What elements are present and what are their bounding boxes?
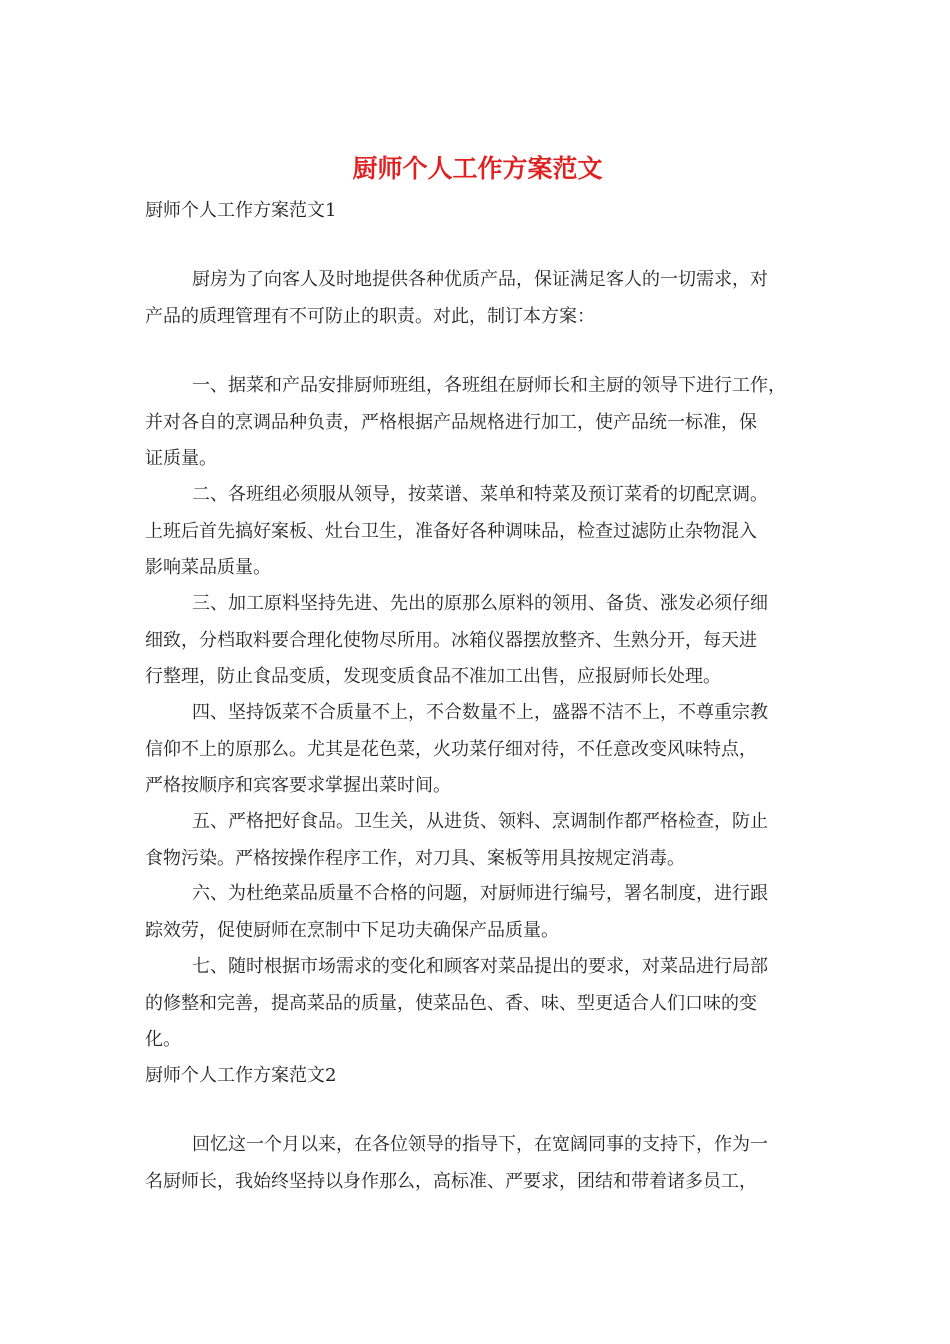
paragraph-item-4 xyxy=(145,695,810,805)
paragraph-line: 并对各自的烹调品种负责，严格根据产品规格进行加工，使产品统一标准，保 xyxy=(145,411,757,433)
paragraph-line: 食物污染。严格按操作程序工作，对刀具、案板等用具按规定消毒。 xyxy=(145,847,685,869)
paragraph-line: 厨房为了向客人及时地提供各种优质产品，保证满足客人的一切需求，对 xyxy=(192,269,768,290)
paragraph-section2-intro xyxy=(145,1127,810,1200)
paragraph-line: 证质量。 xyxy=(145,448,217,469)
paragraph-item-6 xyxy=(145,876,810,949)
section-heading-2: 厨师个人工作方案范文2 xyxy=(145,1065,337,1086)
paragraph-line: 的修整和完善，提高菜品的质量，使菜品色、香、味、型更适合人们口味的变 xyxy=(145,992,757,1014)
paragraph-line: 二、各班组必须服从领导，按菜谱、菜单和特菜及预订菜肴的切配烹调。 xyxy=(192,484,768,505)
document-title: 厨师个人工作方案范文 xyxy=(352,154,603,183)
paragraph-line: 上班后首先搞好案板、灶台卫生，准备好各种调味品，检查过滤防止杂物混入 xyxy=(145,520,757,542)
paragraph-line: 一、据菜和产品安排厨师班组，各班组在厨师长和主厨的领导下进行工作， xyxy=(192,375,786,396)
paragraph-item-1 xyxy=(145,368,810,478)
paragraph-line: 信仰不上的原那么。尤其是花色菜，火功菜仔细对待，不任意改变风味特点， xyxy=(145,738,757,760)
paragraph-line: 严格按顺序和宾客要求掌握出菜时间。 xyxy=(145,775,451,796)
paragraph-line: 产品的质理管理有不可防止的职责。对此，制订本方案： xyxy=(145,305,595,327)
paragraph-intro xyxy=(145,262,810,335)
section-heading-1: 厨师个人工作方案范文1 xyxy=(145,200,337,221)
paragraph-line: 踪效劳，促使厨师在烹制中下足功夫确保产品质量。 xyxy=(145,919,559,941)
paragraph-line: 化。 xyxy=(145,1029,181,1050)
paragraph-item-5 xyxy=(145,804,810,877)
paragraph-line: 回忆这一个月以来，在各位领导的指导下，在宽阔同事的支持下，作为一 xyxy=(192,1134,768,1155)
paragraph-line: 细致，分档取料要合理化使物尽所用。冰箱仪器摆放整齐、生熟分开，每天进 xyxy=(145,629,757,651)
paragraph-line: 行整理，防止食品变质，发现变质食品不准加工出售，应报厨师长处理。 xyxy=(145,666,721,687)
paragraph-item-3 xyxy=(145,586,810,696)
paragraph-line: 七、随时根据市场需求的变化和顾客对菜品提出的要求，对菜品进行局部 xyxy=(192,956,768,977)
paragraph-item-2 xyxy=(145,477,810,587)
paragraph-line: 三、加工原料坚持先进、先出的原那么原料的领用、备货、涨发必须仔细 xyxy=(192,593,768,614)
paragraph-line: 四、坚持饭菜不合质量不上，不合数量不上，盛器不洁不上，不尊重宗教 xyxy=(192,702,768,723)
paragraph-line: 六、为杜绝菜品质量不合格的问题，对厨师进行编号，署名制度，进行跟 xyxy=(192,883,768,904)
paragraph-item-7 xyxy=(145,949,810,1059)
paragraph-line: 名厨师长，我始终坚持以身作那么，高标准、严要求，团结和带着诸多员工， xyxy=(145,1170,757,1192)
paragraph-line: 影响菜品质量。 xyxy=(145,557,271,578)
paragraph-line: 五、严格把好食品。卫生关，从进货、领料、烹调制作都严格检查，防止 xyxy=(192,811,768,832)
